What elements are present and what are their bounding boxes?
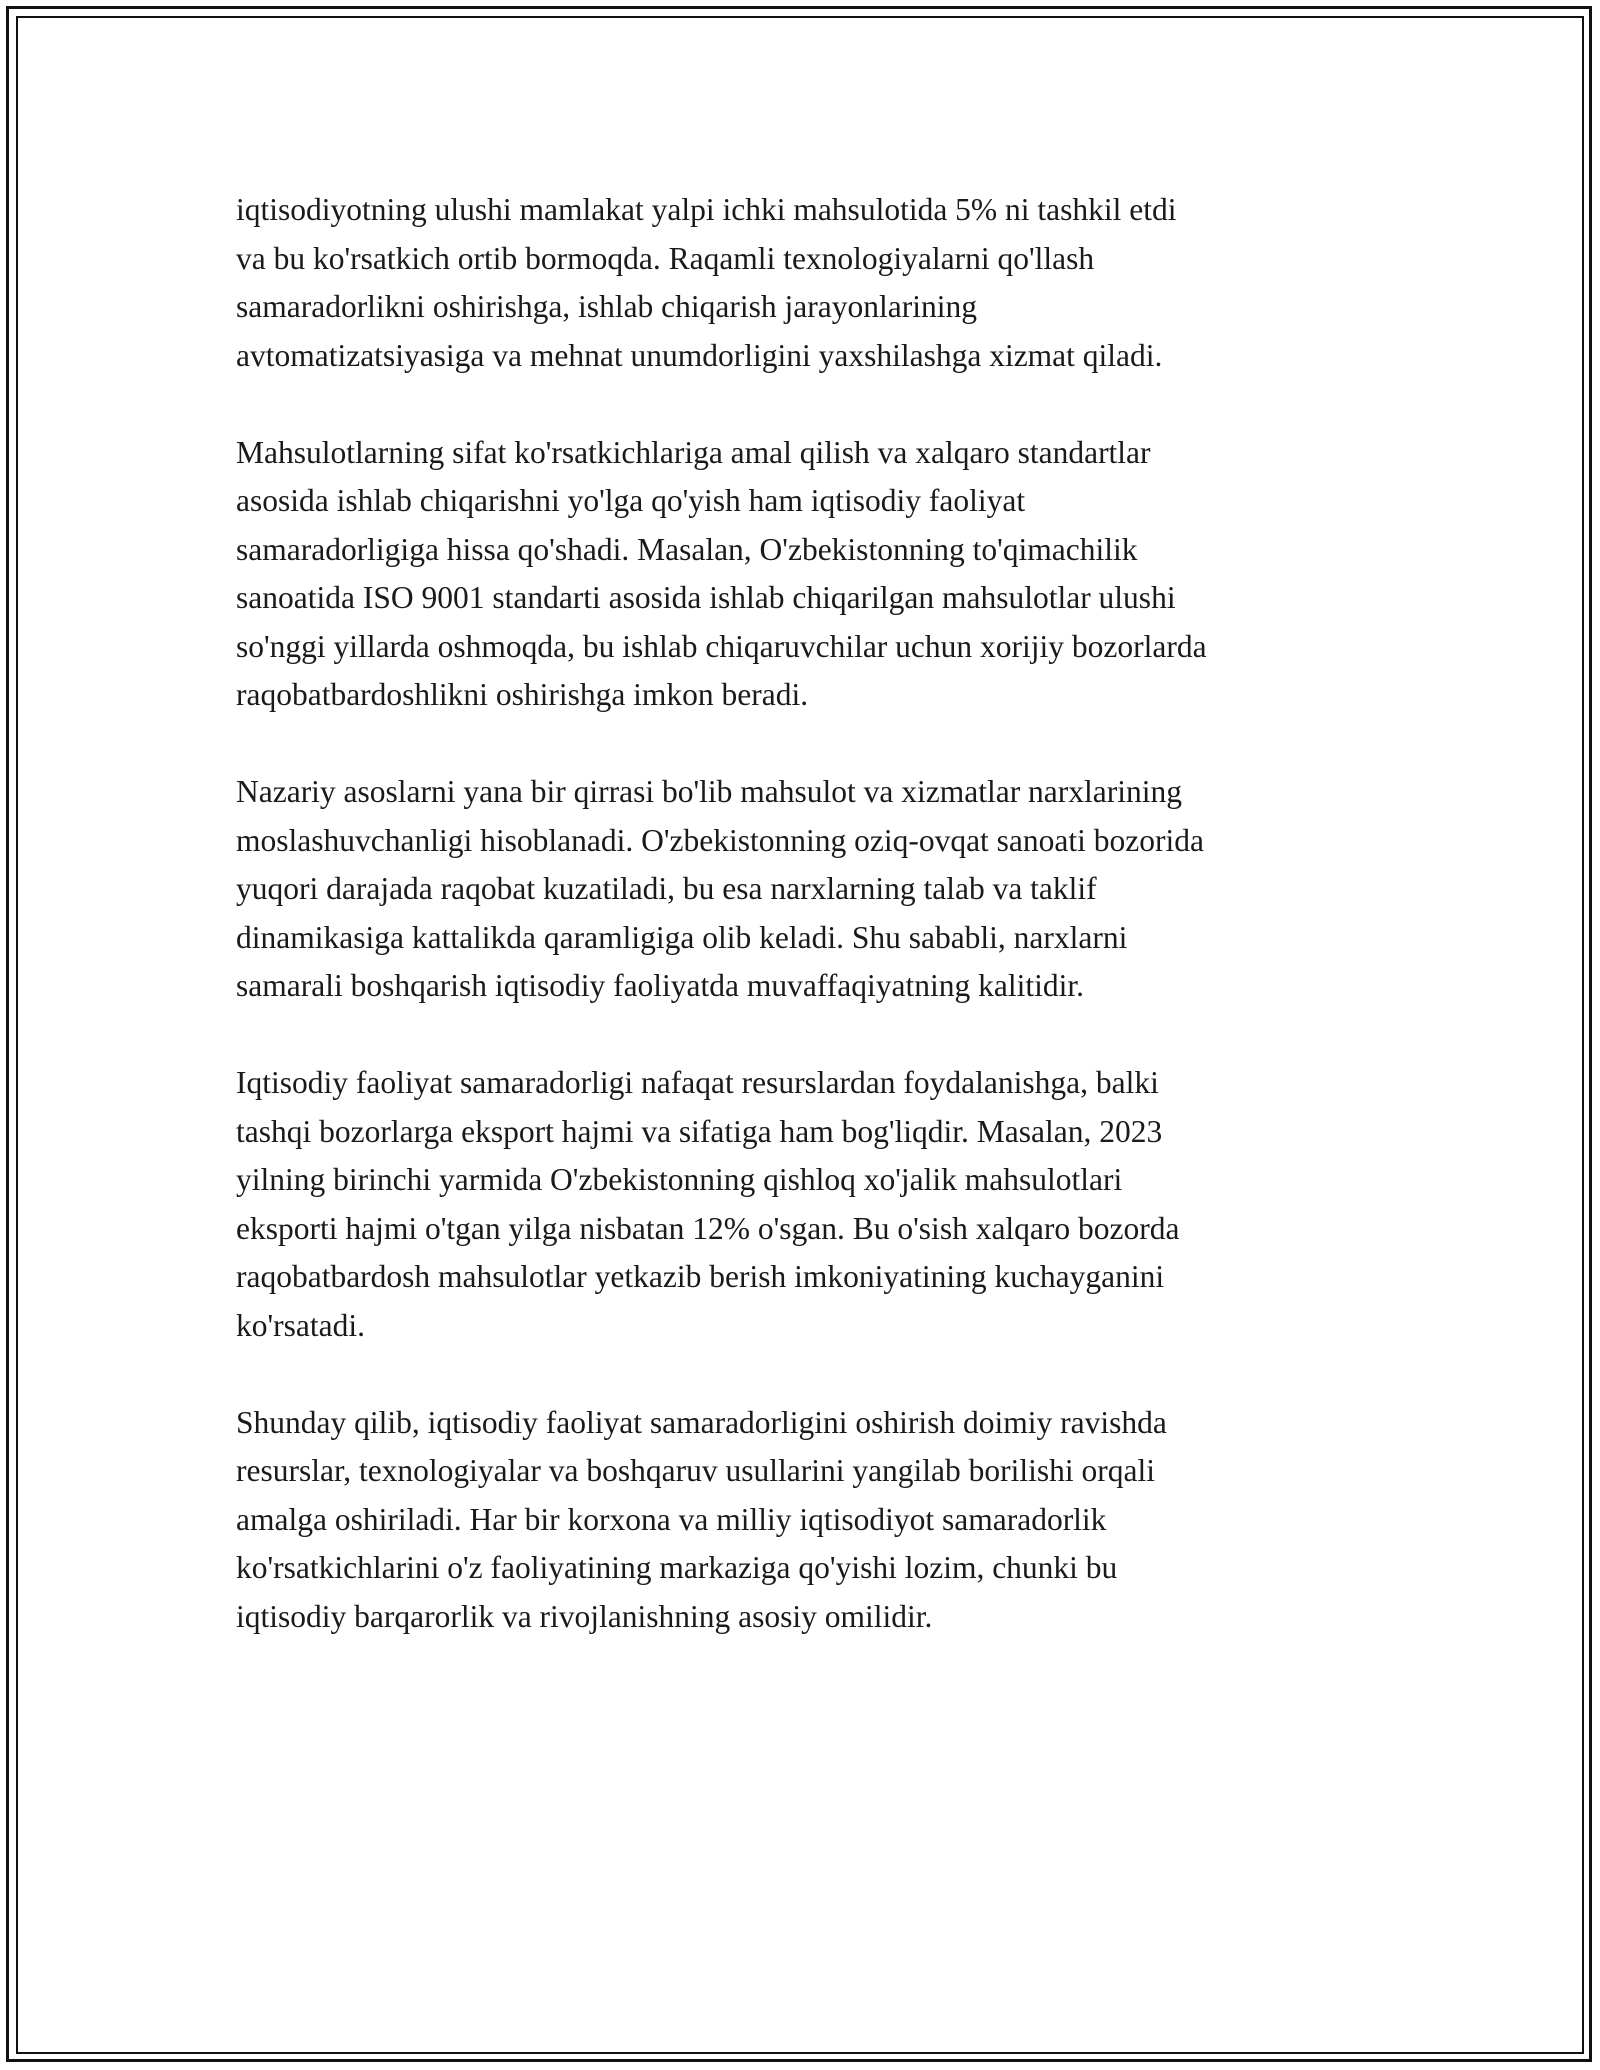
text-line: dinamikasiga kattalikda qaramligiga olib keladi. Shu sababli, narxlarni <box>236 919 1128 955</box>
text-line: Shunday qilib, iqtisodiy faoliyat samaradorligini oshirish doimiy ravishda <box>236 1404 1167 1440</box>
text-line: raqobatbardosh mahsulotlar yetkazib berish imkoniyatining kuchayganini <box>236 1259 1165 1294</box>
text-line: so'nggi yillarda oshmoqda, bu ishlab chiqaruvchilar uchun xorijiy bozorlarda <box>236 628 1207 664</box>
text-line: Mahsulotlarning sifat ko'rsatkichlariga amal qilish va xalqaro standartlar <box>236 434 1151 470</box>
paragraph-5 <box>236 1399 1386 1642</box>
text-line: yuqori darajada raqobat kuzatiladi, bu esa narxlarning talab va taklif <box>236 871 1097 906</box>
text-line: moslashuvchanligi hisoblanadi. O'zbekistonning oziq-ovqat sanoati bozorida <box>236 822 1204 858</box>
text-line: va bu ko'rsatkich ortib bormoqda. Raqamli texnologiyalarni qo'llash <box>236 240 1095 276</box>
paragraph-3 <box>236 768 1386 1011</box>
document-body <box>236 186 1386 1690</box>
text-line: amalga oshiriladi. Har bir korxona va milliy iqtisodiyot samaradorlik <box>236 1501 1107 1537</box>
text-line: avtomatizatsiyasiga va mehnat unumdorligini yaxshilashga xizmat qiladi. <box>236 337 1163 373</box>
paragraph-2 <box>236 429 1386 720</box>
text-line: ko'rsatkichlarini o'z faoliyatining markaziga qo'yishi lozim, chunki bu <box>236 1550 1118 1585</box>
text-line: raqobatbardoshlikni oshirishga imkon beradi. <box>236 677 809 712</box>
paragraph-1 <box>236 186 1386 380</box>
text-line: yilning birinchi yarmida O'zbekistonning qishloq xo'jalik mahsulotlari <box>236 1162 1123 1197</box>
text-line: resurslar, texnologiyalar va boshqaruv usullarini yangilab borilishi orqali <box>236 1453 1156 1488</box>
text-line: tashqi bozorlarga eksport hajmi va sifatiga ham bog'liqdir. Masalan, 2023 <box>236 1113 1163 1149</box>
text-line: samarali boshqarish iqtisodiy faoliyatda muvaffaqiyatning kalitidir. <box>236 968 1084 1003</box>
text-line: iqtisodiyotning ulushi mamlakat yalpi ichki mahsulotida 5% ni tashkil etdi <box>236 192 1177 227</box>
paragraph-4 <box>236 1059 1386 1350</box>
text-line: asosida ishlab chiqarishni yo'lga qo'yish ham iqtisodiy faoliyat <box>236 483 1026 518</box>
text-line: Iqtisodiy faoliyat samaradorligi nafaqat resurslardan foydalanishga, balki <box>236 1065 1159 1100</box>
text-line: iqtisodiy barqarorlik va rivojlanishning asosiy omilidir. <box>236 1598 933 1634</box>
text-line: eksporti hajmi o'tgan yilga nisbatan 12% o'sgan. Bu o'sish xalqaro bozorda <box>236 1210 1180 1246</box>
text-line: Nazariy asoslarni yana bir qirrasi bo'lib mahsulot va xizmatlar narxlarining <box>236 774 1182 809</box>
text-line: sanoatida ISO 9001 standarti asosida ishlab chiqarilgan mahsulotlar ulushi <box>236 580 1176 615</box>
text-line: ko'rsatadi. <box>236 1307 366 1343</box>
text-line: samaradorligiga hissa qo'shadi. Masalan, O'zbekistonning to'qimachilik <box>236 531 1138 567</box>
text-line: samaradorlikni oshirishga, ishlab chiqarish jarayonlarining <box>236 289 977 324</box>
